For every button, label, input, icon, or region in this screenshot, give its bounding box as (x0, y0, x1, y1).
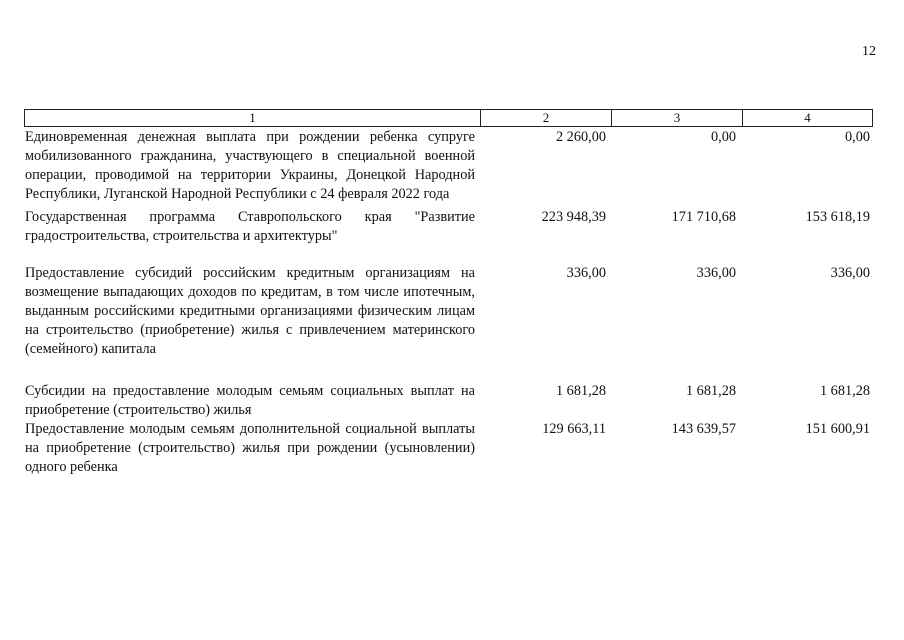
row-value-col4: 151 600,91 (805, 421, 870, 437)
row-value-col4: 153 618,19 (805, 209, 870, 225)
table-header-row (24, 109, 873, 127)
table-row (24, 264, 873, 359)
row-value-col3: 1 681,28 (685, 383, 736, 399)
row-value-col4: 336,00 (830, 265, 870, 281)
row-value-col3: 171 710,68 (671, 209, 736, 225)
row-name: Государственная программа Ставропольского края "Развитие градостроительства, строительства и архитектуры" (25, 209, 475, 244)
budget-table (24, 109, 873, 477)
row-name: Предоставление субсидий российским кредитным организациям на возмещение выпадающих доходов по кредитам, в том числе ипотечным, выданным российскими кредитными организациями физическим лицам на строительство (приобретение) жилья с привлечением материнского (семейного) капитала (25, 265, 475, 357)
row-value-col4: 0,00 (844, 129, 870, 145)
row-value-col4: 1 681,28 (819, 383, 870, 399)
table-row (24, 128, 873, 204)
table-row (24, 382, 873, 420)
page-number: 12 (862, 44, 876, 59)
row-name: Субсидии на предоставление молодым семьям социальных выплат на приобретение (строительство) жилья (25, 383, 475, 418)
column-header-2: 2 (481, 110, 612, 126)
row-name: Единовременная денежная выплата при рождении ребенка супруге мобилизованного гражданина, участвующего в специальной военной операции, проводимой на территории Украины, Донецкой Народной Республики, Луганской Народной Республики с 24 февраля 2022 года (25, 129, 475, 202)
table-row (24, 420, 873, 477)
row-value-col2: 336,00 (566, 265, 606, 281)
row-value-col2: 223 948,39 (541, 209, 606, 225)
column-header-4: 4 (804, 110, 811, 125)
row-name: Предоставление молодым семьям дополнительной социальной выплаты на приобретение (строительство) жилья при рождении (усыновлении) одного ребенка (25, 421, 475, 475)
row-value-col2: 129 663,11 (542, 421, 606, 437)
column-header-1: 1 (25, 110, 481, 126)
row-value-col2: 2 260,00 (555, 129, 606, 145)
row-value-col3: 336,00 (696, 265, 736, 281)
row-value-col2: 1 681,28 (555, 383, 606, 399)
table-row (24, 208, 873, 246)
row-value-col3: 0,00 (710, 129, 736, 145)
column-header-3: 3 (612, 110, 743, 126)
row-value-col3: 143 639,57 (671, 421, 736, 437)
